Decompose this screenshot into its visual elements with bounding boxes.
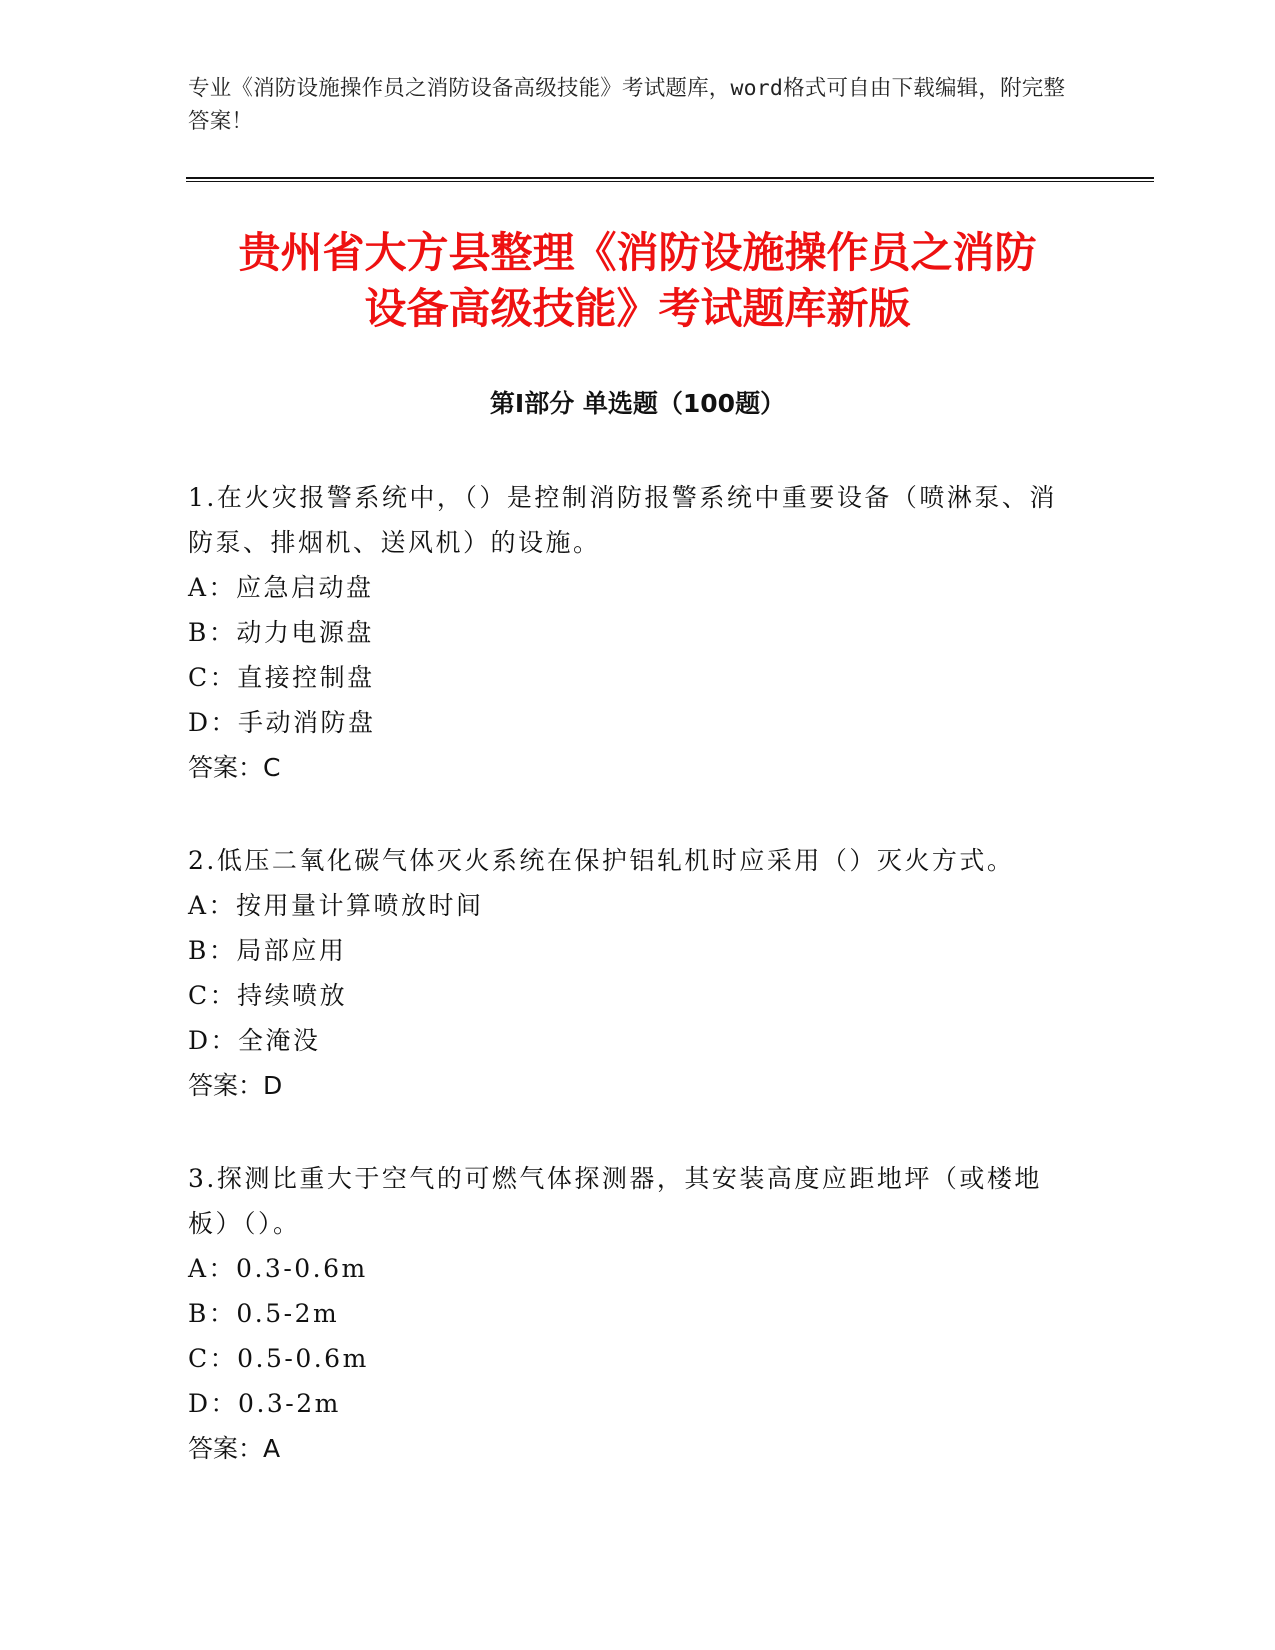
answer: 答案：C — [188, 753, 281, 782]
section-heading: 第I部分 单选题（100题） — [489, 389, 786, 418]
document-title — [150, 225, 1125, 337]
option-b: B：动力电源盘 — [188, 618, 374, 647]
option-b: B：局部应用 — [188, 936, 347, 965]
question-stem: 3.探测比重大于空气的可燃气体探测器，其安装高度应距地坪（或楼地板）（）。 — [188, 1164, 1042, 1238]
option-a: A：0.3-0.6m — [188, 1254, 368, 1283]
option-b: B：0.5-2m — [188, 1299, 340, 1328]
header-divider-thick — [186, 177, 1154, 179]
question-stem: 1.在火灾报警系统中，（）是控制消防报警系统中重要设备（喷淋泵、消防泵、排烟机、送风机）的设施。 — [188, 483, 1057, 557]
question-2 — [188, 838, 1068, 1108]
answer: 答案：A — [188, 1434, 281, 1463]
option-a: A：按用量计算喷放时间 — [188, 891, 484, 920]
header-note: 专业《消防设施操作员之消防设备高级技能》考试题库，word格式可自由下载编辑，附完整答案！ — [188, 76, 1066, 134]
document-title-line-1: 贵州省大方县整理《消防设施操作员之消防 — [238, 228, 1037, 277]
document-title-line-2: 设备高级技能》考试题库新版 — [364, 284, 911, 333]
question-stem: 2.低压二氧化碳气体灭火系统在保护铝轧机时应采用（）灭火方式。 — [188, 846, 1015, 875]
option-d: D：全淹没 — [188, 1026, 321, 1055]
question-3 — [188, 1156, 1068, 1471]
option-a: A：应急启动盘 — [188, 573, 374, 602]
option-c: C：直接控制盘 — [188, 663, 375, 692]
question-list — [188, 475, 1068, 1519]
option-d: D：0.3-2m — [188, 1389, 341, 1418]
option-d: D：手动消防盘 — [188, 708, 376, 737]
answer: 答案：D — [188, 1071, 283, 1100]
question-1 — [188, 475, 1068, 790]
header-divider-thin — [186, 181, 1154, 182]
option-c: C：持续喷放 — [188, 981, 348, 1010]
option-c: C：0.5-0.6m — [188, 1344, 369, 1373]
